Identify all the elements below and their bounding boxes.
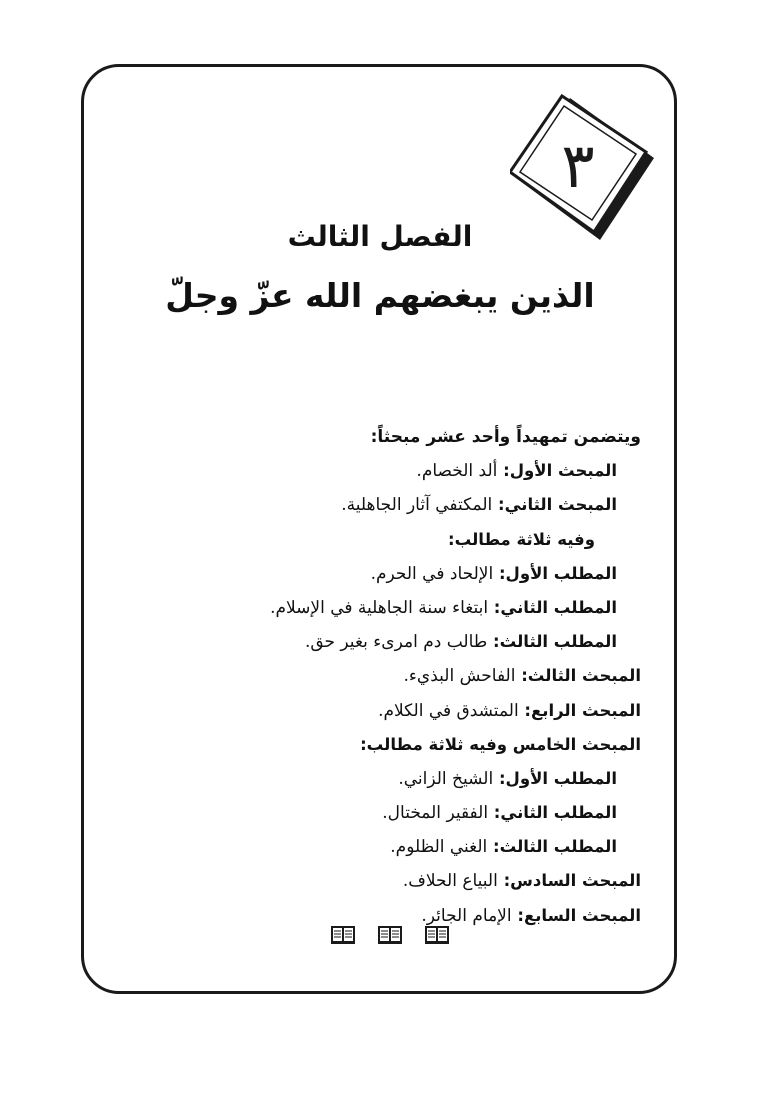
toc-entry-label: المطلب الثاني: [493, 597, 617, 617]
toc-entry-label: وفيه ثلاثة مطالب: [448, 529, 595, 549]
toc-entry [121, 659, 641, 693]
toc-entry [121, 830, 641, 864]
toc-entry-text: طالب دم امرىء بغير حق. [304, 632, 488, 653]
toc-entry-text: الإمام الجائر. [421, 905, 512, 926]
toc-entry-text: ابتغاء سنة الجاهلية في الإسلام. [270, 597, 489, 618]
book-icon [377, 924, 403, 946]
toc-entry [121, 728, 641, 762]
toc-entry-text: المتشدق في الكلام. [378, 700, 519, 721]
toc-entry-label: المطلب الثاني: [493, 803, 617, 823]
book-icon [330, 924, 356, 946]
toc-entry [121, 694, 641, 728]
chapter-title: الذين يبغضهم الله عزّ وجلّ [165, 276, 595, 315]
toc-entry-label: المبحث الثاني: [497, 495, 617, 515]
toc-entry-text: الإلحاد في الحرم. [370, 563, 494, 584]
toc-entry [121, 557, 641, 591]
toc-entry-label: المبحث الأول: [503, 461, 617, 481]
toc-entry-text: الفقير المختال. [382, 803, 489, 824]
toc-entry-text: الشيخ الزاني. [398, 768, 494, 789]
toc-entry-text: الغني الظلوم. [390, 837, 488, 858]
toc-entry-label: المطلب الأول: [498, 563, 617, 583]
toc-entry [121, 591, 641, 625]
toc-entry-label: المطلب الأول: [498, 768, 617, 788]
toc-entry-text: الفاحش البذيء. [403, 666, 516, 687]
chapter-number: ٣ [561, 129, 595, 202]
toc-entry-text: البياع الحلاف. [402, 871, 498, 892]
toc-entry-label: المبحث السادس: [503, 871, 641, 891]
toc-entry-label: المبحث الخامس وفيه ثلاثة مطالب: [360, 734, 641, 754]
toc-entry [121, 420, 641, 454]
toc-entry [121, 523, 641, 557]
toc-entry [121, 454, 641, 488]
toc-entry-label: المطلب الثالث: [493, 632, 617, 652]
toc-entry-label: ويتضمن تمهيداً وأحد عشر مبحثاً: [370, 427, 641, 447]
toc-entry [121, 796, 641, 830]
toc-entry-label: المبحث السابع: [517, 905, 641, 925]
chapter-heading: الفصل الثالث [287, 220, 473, 253]
book-icon [424, 924, 450, 946]
toc-entry-text: ألد الخصام. [416, 461, 498, 482]
toc-entry [121, 864, 641, 898]
toc-entry-label: المبحث الرابع: [524, 700, 641, 720]
toc-entry [121, 762, 641, 796]
toc-entry [121, 625, 641, 659]
table-of-contents [121, 420, 641, 933]
toc-entry-label: المبحث الثالث: [521, 666, 641, 686]
toc-entry-label: المطلب الثالث: [493, 837, 617, 857]
toc-entry [121, 488, 641, 522]
toc-entry-text: المكتفي آثار الجاهلية. [341, 495, 493, 516]
